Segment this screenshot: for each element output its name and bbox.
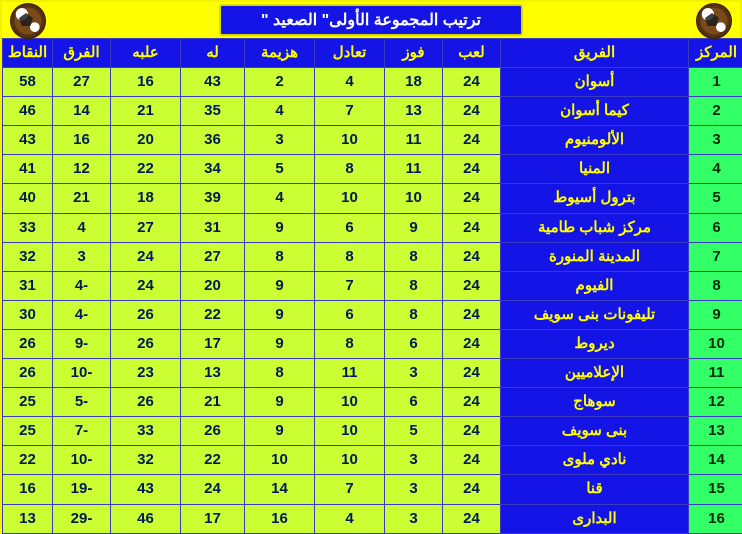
cell-for: 39	[181, 184, 245, 213]
cell-rank: 1	[689, 68, 742, 97]
cell-rank: 2	[689, 97, 742, 126]
cell-team: ديروط	[501, 329, 689, 358]
cell-diff: 27	[53, 68, 111, 97]
cell-for: 22	[181, 446, 245, 475]
cell-points: 40	[3, 184, 53, 213]
cell-draw: 7	[315, 271, 385, 300]
cell-played: 24	[443, 68, 501, 97]
cell-win: 3	[385, 475, 443, 504]
cell-for: 17	[181, 504, 245, 533]
cell-against: 20	[111, 126, 181, 155]
cell-points: 25	[3, 388, 53, 417]
table-row	[3, 213, 742, 242]
cell-team: قنا	[501, 475, 689, 504]
cell-diff: -4	[53, 271, 111, 300]
soccer-ball-icon	[10, 3, 46, 39]
cell-loss: 10	[245, 446, 315, 475]
cell-points: 30	[3, 300, 53, 329]
cell-against: 22	[111, 155, 181, 184]
cell-against: 23	[111, 359, 181, 388]
cell-points: 33	[3, 213, 53, 242]
cell-team: مركز شباب طامية	[501, 213, 689, 242]
cell-points: 46	[3, 97, 53, 126]
cell-win: 3	[385, 446, 443, 475]
cell-win: 13	[385, 97, 443, 126]
cell-diff: 12	[53, 155, 111, 184]
cell-against: 21	[111, 97, 181, 126]
column-header-points: النقاط	[3, 39, 53, 68]
cell-rank: 13	[689, 417, 742, 446]
cell-points: 58	[3, 68, 53, 97]
cell-for: 13	[181, 359, 245, 388]
cell-loss: 9	[245, 300, 315, 329]
cell-rank: 4	[689, 155, 742, 184]
cell-diff: -10	[53, 359, 111, 388]
cell-diff: -10	[53, 446, 111, 475]
cell-draw: 8	[315, 329, 385, 358]
cell-points: 43	[3, 126, 53, 155]
cell-team: المدينة المنورة	[501, 242, 689, 271]
cell-draw: 10	[315, 388, 385, 417]
column-header-against: علبه	[111, 39, 181, 68]
cell-points: 26	[3, 359, 53, 388]
cell-team: بنى سويف	[501, 417, 689, 446]
cell-team: كيما أسوان	[501, 97, 689, 126]
cell-loss: 5	[245, 155, 315, 184]
cell-loss: 8	[245, 242, 315, 271]
cell-loss: 9	[245, 271, 315, 300]
cell-rank: 6	[689, 213, 742, 242]
table-body	[3, 68, 742, 534]
cell-draw: 6	[315, 300, 385, 329]
cell-team: نادي ملوى	[501, 446, 689, 475]
cell-played: 24	[443, 300, 501, 329]
cell-rank: 3	[689, 126, 742, 155]
cell-win: 11	[385, 155, 443, 184]
column-header-played: لعب	[443, 39, 501, 68]
cell-draw: 8	[315, 242, 385, 271]
table-row	[3, 242, 742, 271]
cell-played: 24	[443, 417, 501, 446]
column-header-for: له	[181, 39, 245, 68]
table-row	[3, 126, 742, 155]
cell-rank: 10	[689, 329, 742, 358]
page-header	[2, 2, 740, 38]
cell-against: 26	[111, 300, 181, 329]
cell-rank: 12	[689, 388, 742, 417]
column-header-draw: تعادل	[315, 39, 385, 68]
cell-against: 16	[111, 68, 181, 97]
cell-rank: 14	[689, 446, 742, 475]
cell-rank: 5	[689, 184, 742, 213]
cell-diff: -29	[53, 504, 111, 533]
cell-against: 26	[111, 388, 181, 417]
cell-for: 24	[181, 475, 245, 504]
cell-rank: 11	[689, 359, 742, 388]
cell-win: 6	[385, 388, 443, 417]
cell-win: 9	[385, 213, 443, 242]
cell-loss: 9	[245, 329, 315, 358]
cell-diff: 21	[53, 184, 111, 213]
cell-for: 22	[181, 300, 245, 329]
cell-against: 27	[111, 213, 181, 242]
table-row	[3, 300, 742, 329]
cell-points: 41	[3, 155, 53, 184]
cell-points: 26	[3, 329, 53, 358]
cell-played: 24	[443, 213, 501, 242]
cell-diff: -9	[53, 329, 111, 358]
cell-diff: -7	[53, 417, 111, 446]
cell-points: 31	[3, 271, 53, 300]
cell-team: تليفونات بنى سويف	[501, 300, 689, 329]
standings-table	[2, 38, 742, 534]
cell-for: 35	[181, 97, 245, 126]
cell-win: 11	[385, 126, 443, 155]
cell-played: 24	[443, 388, 501, 417]
table-row	[3, 359, 742, 388]
table-row	[3, 184, 742, 213]
cell-draw: 10	[315, 446, 385, 475]
cell-points: 22	[3, 446, 53, 475]
cell-for: 31	[181, 213, 245, 242]
cell-played: 24	[443, 155, 501, 184]
table-header-row	[3, 39, 742, 68]
cell-rank: 7	[689, 242, 742, 271]
cell-for: 27	[181, 242, 245, 271]
cell-against: 18	[111, 184, 181, 213]
cell-draw: 6	[315, 213, 385, 242]
cell-draw: 10	[315, 126, 385, 155]
cell-for: 20	[181, 271, 245, 300]
cell-win: 6	[385, 329, 443, 358]
cell-played: 24	[443, 359, 501, 388]
cell-played: 24	[443, 329, 501, 358]
cell-team: الفيوم	[501, 271, 689, 300]
cell-played: 24	[443, 504, 501, 533]
cell-points: 32	[3, 242, 53, 271]
cell-against: 32	[111, 446, 181, 475]
cell-win: 8	[385, 271, 443, 300]
cell-draw: 7	[315, 475, 385, 504]
cell-played: 24	[443, 97, 501, 126]
cell-for: 34	[181, 155, 245, 184]
cell-against: 24	[111, 271, 181, 300]
cell-loss: 9	[245, 388, 315, 417]
soccer-ball-icon	[696, 3, 732, 39]
cell-win: 8	[385, 300, 443, 329]
table-row	[3, 155, 742, 184]
cell-win: 10	[385, 184, 443, 213]
table-row	[3, 446, 742, 475]
cell-against: 33	[111, 417, 181, 446]
cell-diff: 16	[53, 126, 111, 155]
cell-win: 3	[385, 504, 443, 533]
cell-loss: 9	[245, 417, 315, 446]
cell-draw: 11	[315, 359, 385, 388]
cell-against: 24	[111, 242, 181, 271]
cell-draw: 7	[315, 97, 385, 126]
cell-points: 16	[3, 475, 53, 504]
cell-diff: -19	[53, 475, 111, 504]
cell-diff: -5	[53, 388, 111, 417]
column-header-rank: المركز	[689, 39, 742, 68]
cell-for: 43	[181, 68, 245, 97]
cell-loss: 3	[245, 126, 315, 155]
table-row	[3, 417, 742, 446]
cell-team: الإعلاميين	[501, 359, 689, 388]
cell-for: 17	[181, 329, 245, 358]
cell-played: 24	[443, 184, 501, 213]
cell-diff: 14	[53, 97, 111, 126]
cell-against: 46	[111, 504, 181, 533]
table-row	[3, 97, 742, 126]
cell-points: 25	[3, 417, 53, 446]
cell-win: 5	[385, 417, 443, 446]
cell-team: بترول أسيوط	[501, 184, 689, 213]
cell-team: سوهاج	[501, 388, 689, 417]
cell-win: 3	[385, 359, 443, 388]
cell-played: 24	[443, 126, 501, 155]
cell-loss: 2	[245, 68, 315, 97]
column-header-diff: الفرق	[53, 39, 111, 68]
cell-team: المنيا	[501, 155, 689, 184]
cell-against: 43	[111, 475, 181, 504]
cell-team: أسوان	[501, 68, 689, 97]
cell-win: 8	[385, 242, 443, 271]
cell-loss: 4	[245, 97, 315, 126]
cell-team: البدارى	[501, 504, 689, 533]
cell-win: 18	[385, 68, 443, 97]
cell-draw: 8	[315, 155, 385, 184]
cell-loss: 8	[245, 359, 315, 388]
cell-played: 24	[443, 271, 501, 300]
column-header-loss: هزيمة	[245, 39, 315, 68]
column-header-win: فوز	[385, 39, 443, 68]
cell-against: 26	[111, 329, 181, 358]
cell-loss: 16	[245, 504, 315, 533]
cell-draw: 10	[315, 184, 385, 213]
cell-diff: -4	[53, 300, 111, 329]
cell-rank: 8	[689, 271, 742, 300]
cell-draw: 4	[315, 68, 385, 97]
column-header-team: الفريق	[501, 39, 689, 68]
cell-for: 26	[181, 417, 245, 446]
cell-loss: 14	[245, 475, 315, 504]
cell-played: 24	[443, 446, 501, 475]
table-row	[3, 68, 742, 97]
table-row	[3, 329, 742, 358]
cell-for: 21	[181, 388, 245, 417]
cell-for: 36	[181, 126, 245, 155]
cell-points: 13	[3, 504, 53, 533]
cell-diff: 3	[53, 242, 111, 271]
cell-diff: 4	[53, 213, 111, 242]
cell-rank: 16	[689, 504, 742, 533]
cell-draw: 10	[315, 417, 385, 446]
table-row	[3, 475, 742, 504]
cell-rank: 15	[689, 475, 742, 504]
page-title: ترتيب المجموعة الأولى" الصعيد "	[219, 4, 523, 36]
table-row	[3, 388, 742, 417]
cell-loss: 4	[245, 184, 315, 213]
cell-played: 24	[443, 242, 501, 271]
cell-team: الألومنيوم	[501, 126, 689, 155]
cell-played: 24	[443, 475, 501, 504]
cell-draw: 4	[315, 504, 385, 533]
table-row	[3, 271, 742, 300]
cell-rank: 9	[689, 300, 742, 329]
cell-loss: 9	[245, 213, 315, 242]
